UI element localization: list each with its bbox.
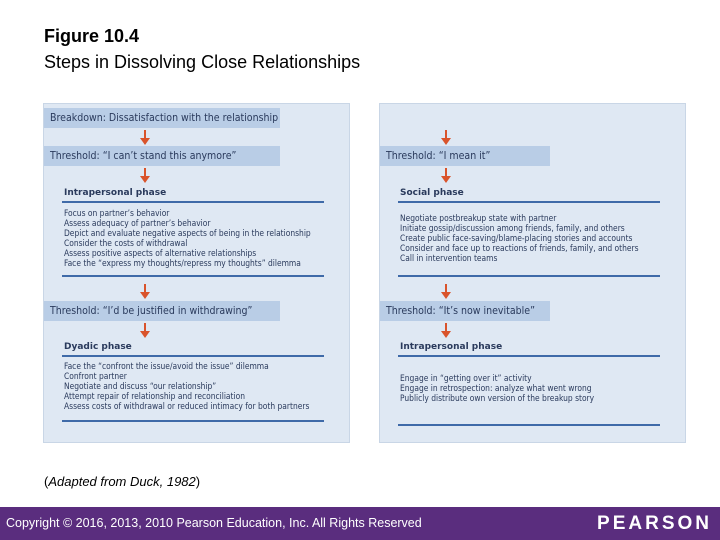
dyadic-items bbox=[64, 361, 309, 411]
phase-rule bbox=[62, 201, 324, 203]
list-item: Publicly distribute own version of the breakup story bbox=[400, 393, 595, 403]
source-text: Adapted from Duck, 1982 bbox=[48, 474, 196, 489]
phase-title-intrapersonal: Intrapersonal phase bbox=[64, 188, 167, 198]
list-item: Consider the costs of withdrawal bbox=[64, 238, 188, 248]
list-item: Focus on partner’s behavior bbox=[64, 208, 170, 218]
list-item: Depict and evaluate negative aspects of being in the relationship bbox=[64, 228, 311, 238]
phase-rule bbox=[398, 275, 660, 277]
list-item: Engage in retrospection: analyze what went wrong bbox=[400, 383, 592, 393]
source-close-paren: ) bbox=[195, 474, 201, 489]
threshold-bar-left-2: Threshold: “I’d be justified in withdrawing” bbox=[44, 301, 280, 321]
list-item: Initiate gossip/discussion among friends, family, and others bbox=[400, 223, 625, 233]
threshold-bar-left-1: Threshold: “I can’t stand this anymore” bbox=[44, 146, 280, 166]
phase-rule bbox=[62, 420, 324, 422]
source-citation bbox=[44, 474, 200, 489]
phase-title-social: Social phase bbox=[400, 188, 464, 198]
list-item: Assess positive aspects of alternative relationships bbox=[64, 248, 257, 258]
pearson-logo: PEARSON bbox=[597, 513, 712, 534]
figure-subtitle: Steps in Dissolving Close Relationships bbox=[44, 52, 361, 72]
list-item: Face the “express my thoughts/repress my thoughts” dilemma bbox=[64, 258, 301, 268]
list-item: Face the “confront the issue/avoid the issue” dilemma bbox=[64, 361, 269, 371]
threshold-bar-right-2: Threshold: “It’s now inevitable” bbox=[380, 301, 550, 321]
right-panel bbox=[380, 104, 685, 442]
list-item: Assess costs of withdrawal or reduced intimacy for both partners bbox=[64, 401, 310, 411]
phase-title-dyadic: Dyadic phase bbox=[64, 342, 132, 352]
list-item: Call in intervention teams bbox=[400, 253, 498, 263]
source-open-paren: ( bbox=[44, 474, 49, 489]
phase-rule bbox=[398, 201, 660, 203]
threshold-bar-right-1: Threshold: “I mean it” bbox=[380, 146, 550, 166]
list-item: Negotiate postbreakup state with partner bbox=[400, 213, 557, 223]
list-item: Consider and face up to reactions of friends, family, and others bbox=[400, 243, 639, 253]
left-panel bbox=[44, 104, 349, 442]
footer-bar bbox=[0, 507, 720, 540]
list-item: Create public face-saving/blame-placing stories and accounts bbox=[400, 233, 633, 243]
phase-rule bbox=[398, 355, 660, 357]
phase-title-intrapersonal-right: Intrapersonal phase bbox=[400, 342, 503, 352]
list-item: Assess adequacy of partner’s behavior bbox=[64, 218, 211, 228]
phase-rule bbox=[62, 275, 324, 277]
phase-rule bbox=[398, 424, 660, 426]
copyright-text: Copyright © 2016, 2013, 2010 Pearson Education, Inc. All Rights Reserved bbox=[6, 516, 422, 530]
social-items bbox=[400, 213, 639, 263]
list-item: Attempt repair of relationship and reconciliation bbox=[64, 391, 245, 401]
list-item: Negotiate and discuss “our relationship” bbox=[64, 381, 217, 391]
figure-title: Figure 10.4 bbox=[44, 26, 140, 46]
intrapersonal-items bbox=[64, 208, 311, 268]
intrapersonal-right-items bbox=[400, 373, 594, 403]
breakdown-bar: Breakdown: Dissatisfaction with the relationship bbox=[44, 108, 280, 128]
phase-rule bbox=[62, 355, 324, 357]
list-item: Engage in “getting over it” activity bbox=[400, 373, 532, 383]
list-item: Confront partner bbox=[64, 371, 127, 381]
